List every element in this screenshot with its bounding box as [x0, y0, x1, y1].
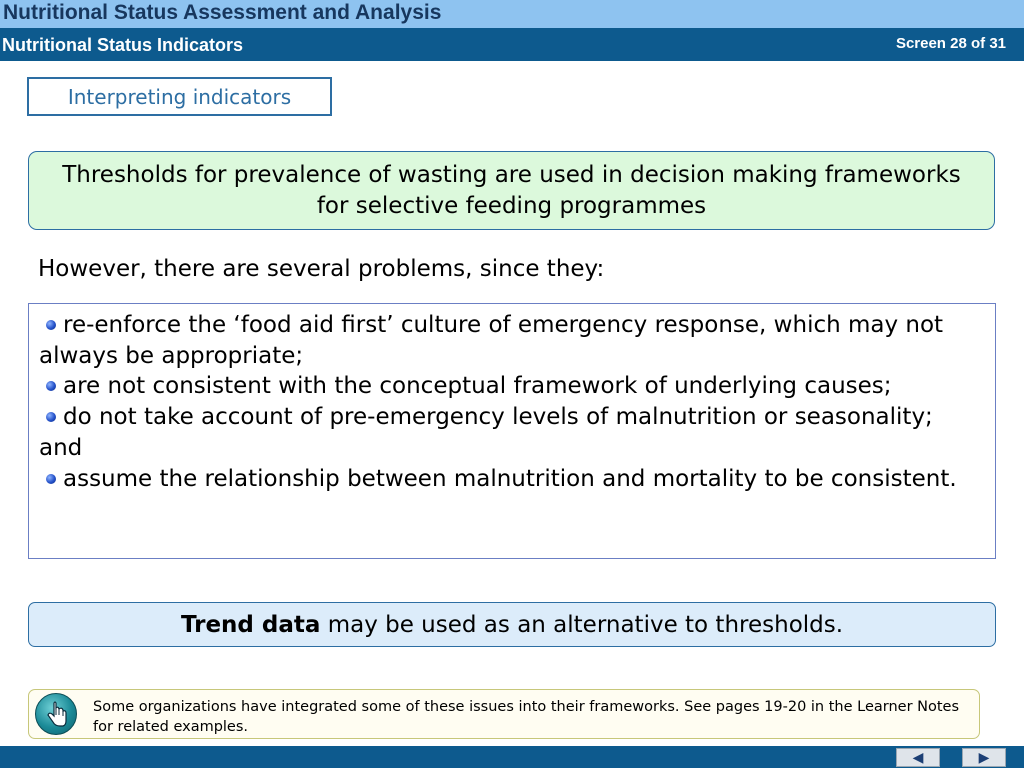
trend-data-box: [28, 602, 996, 647]
list-item: [39, 464, 983, 495]
intro-text: However, there are several problems, since they:: [38, 256, 605, 282]
bullet-icon: [46, 320, 56, 330]
note-text: Some organizations have integrated some of these issues into their frameworks. See pages 19-20 in the Learner Notes for related examples.: [93, 699, 960, 735]
screen-counter: Screen 28 of 31: [895, 35, 1006, 52]
thresholds-text: Thresholds for prevalence of wasting are used in decision making frameworks for selective feeding programmes: [62, 161, 961, 219]
course-title: Nutritional Status Assessment and Analysis: [3, 1, 442, 24]
list-item-text: are not consistent with the conceptual framework of underlying causes;: [63, 373, 892, 400]
bullet-icon: [46, 474, 56, 484]
list-item-text: assume the relationship between malnutrition and mortality to be consistent.: [63, 465, 957, 492]
bullet-icon: [46, 381, 56, 391]
arrow-right-icon: ▶: [978, 749, 990, 766]
learner-note: [28, 689, 980, 739]
topic-tab: Interpreting indicators: [27, 77, 332, 116]
course-banner: [0, 0, 1024, 28]
arrow-left-icon: ◀: [912, 749, 924, 766]
hand-pointer-icon[interactable]: [35, 693, 77, 735]
previous-screen-button[interactable]: [896, 748, 940, 767]
trend-data-bold: Trend data: [180, 611, 321, 638]
problems-list: [28, 303, 996, 559]
navigation-bar: [0, 746, 1024, 768]
trend-data-text: may be used as an alternative to thresholds.: [327, 611, 844, 638]
section-title: Nutritional Status Indicators: [2, 35, 244, 55]
bullet-icon: [46, 412, 56, 422]
list-item-text: do not take account of pre-emergency levels of malnutrition or seasonality; and: [39, 404, 933, 461]
list-item: [39, 310, 983, 371]
list-item-text: re-enforce the ‘food aid first’ culture of emergency response, which may not always be appropriate;: [39, 312, 944, 369]
section-banner: [0, 28, 1024, 61]
list-item: [39, 371, 983, 402]
hand-pointer-glyph: [36, 694, 76, 734]
thresholds-box: [28, 151, 995, 230]
next-screen-button[interactable]: [962, 748, 1006, 767]
list-item: [39, 402, 983, 463]
